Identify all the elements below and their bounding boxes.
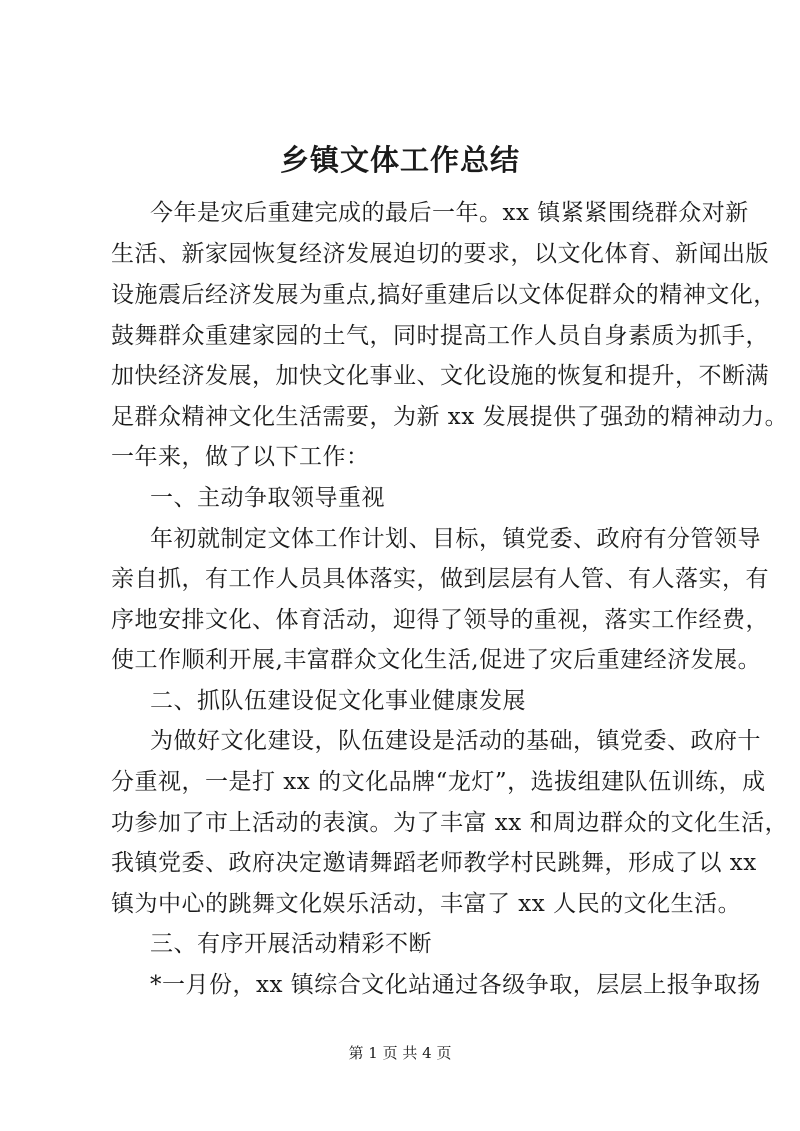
paragraph-line: *一月份，xx 镇综合文化站通过各级争取，层层上报争取扬 [150, 972, 761, 998]
document-title: 乡镇文体工作总结 [279, 143, 520, 177]
paragraph-line: 鼓舞群众重建家园的土气，同时提高工作人员自身素质为抓手， [111, 323, 769, 349]
section-heading: 三、有序开展活动精彩不断 [150, 931, 432, 957]
paragraph-line: 今年是灾后重建完成的最后一年。xx 镇紧紧围绕群众对新 [150, 200, 749, 226]
paragraph-line: 一年来，做了以下工作： [111, 444, 370, 470]
paragraph-line: 设施震后经济发展为重点,搞好重建后以文体促群众的精神文化， [111, 282, 777, 308]
page-footer: 第 1 页 共 4 页 [348, 1044, 452, 1062]
paragraph-line: 分重视，一是打 xx 的文化品牌“龙灯”，选拔组建队伍训练，成 [111, 769, 766, 795]
paragraph-line: 亲自抓，有工作人员具体落实，做到层层有人管、有人落实，有 [111, 566, 769, 592]
section-heading: 二、抓队伍建设促文化事业健康发展 [150, 688, 526, 714]
paragraph-line: 镇为中心的跳舞文化娱乐活动，丰富了 xx 人民的文化生活。 [111, 891, 742, 917]
paragraph-line: 为做好文化建设，队伍建设是活动的基础，镇党委、政府十 [150, 728, 761, 754]
paragraph-line: 序地安排文化、体育活动，迎得了领导的重视，落实工作经费， [111, 607, 769, 633]
paragraph-line: 年初就制定文体工作计划、目标，镇党委、政府有分管领导 [150, 526, 761, 552]
paragraph-line: 生活、新家园恢复经济发展迫切的要求，以文化体育、新闻出版 [111, 241, 769, 267]
paragraph-line: 足群众精神文化生活需要，为新 xx 发展提供了强劲的精神动力。 [111, 404, 789, 430]
paragraph-line: 我镇党委、政府决定邀请舞蹈老师教学村民跳舞，形成了以 xx [111, 850, 757, 876]
section-heading: 一、主动争取领导重视 [150, 485, 385, 511]
paragraph-line: 功参加了市上活动的表演。为了丰富 xx 和周边群众的文化生活， [111, 810, 789, 836]
paragraph-line: 使工作顺利开展,丰富群众文化生活,促进了灾后重建经济发展。 [111, 647, 762, 673]
paragraph-line: 加快经济发展，加快文化事业、文化设施的恢复和提升，不断满 [111, 363, 769, 389]
